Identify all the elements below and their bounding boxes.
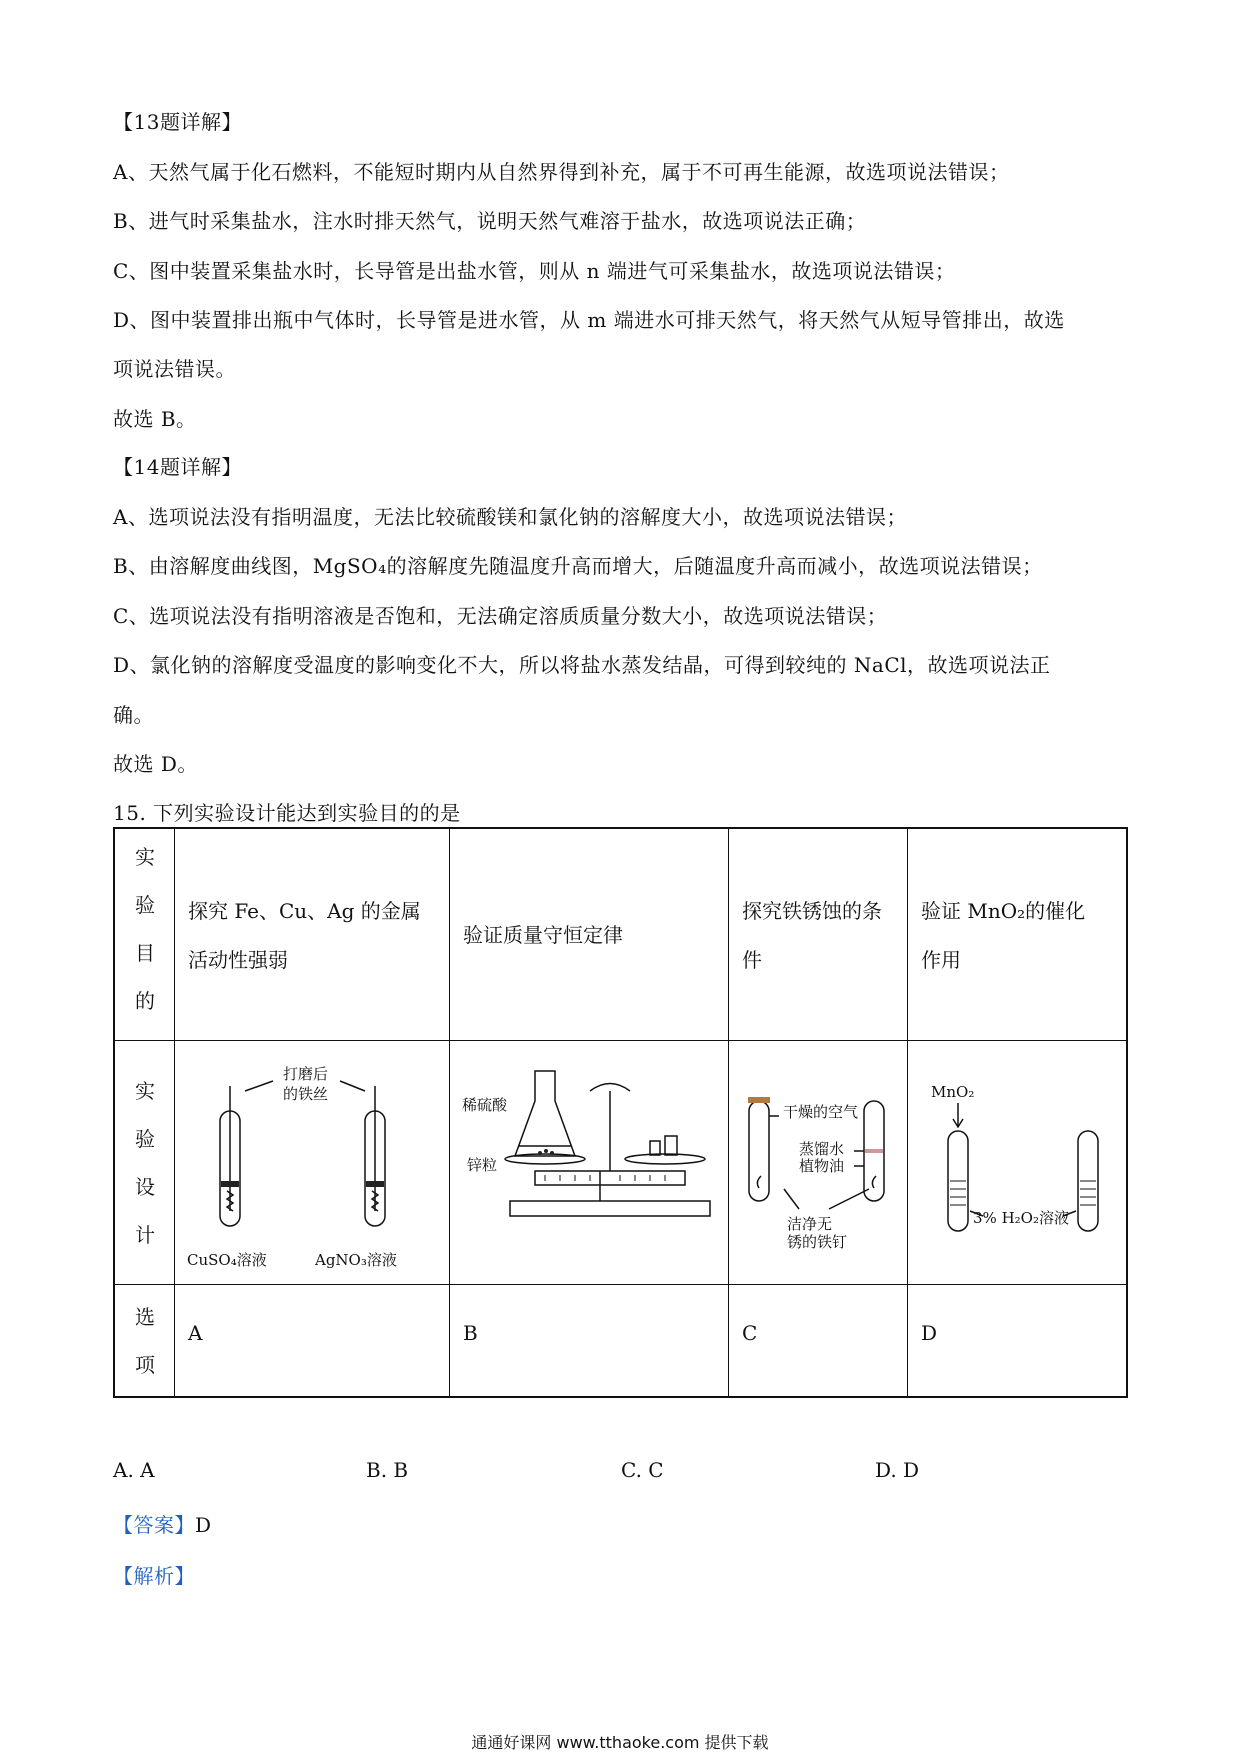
analysis-tag: 【解析】 (113, 1564, 195, 1588)
purpose-c: 探究铁锈蚀的条 件 (742, 899, 882, 972)
q14-header: 【14题详解】 (113, 455, 242, 479)
label-zinc: 锌粒 (467, 1156, 498, 1174)
q13-option-b: B、进气时采集盐水，注水时排天然气，说明天然气难溶于盐水，故选项说法正确； (113, 209, 867, 233)
q14-answer: 故选 D。 (113, 752, 198, 776)
label-clean-nail: 洁净无 (787, 1215, 833, 1233)
answer-line (113, 1509, 212, 1538)
experiment-table (113, 827, 1128, 1398)
label-wire: 打磨后 (283, 1065, 329, 1083)
q14-option-b: B、由溶解度曲线图，MgSO₄的溶解度先随温度升高而增大，后随温度升高而减小，故选项说法错误； (113, 554, 1043, 578)
row-label-purpose: 实 验 目 的 (135, 845, 155, 1013)
q15-stem: 15. 下列实验设计能达到实验目的的是 (113, 801, 461, 825)
row-label-option: 选 项 (135, 1305, 155, 1377)
q14-option-c: C、选项说法没有指明溶液是否饱和，无法确定溶质质量分数大小，故选项说法错误； (113, 604, 888, 628)
answer-value: D (195, 1513, 212, 1537)
purpose-b: 验证质量守恒定律 (463, 923, 623, 947)
label-h2o2: 3% H₂O₂溶液 (973, 1209, 1069, 1227)
choice-a: A. A (113, 1458, 155, 1482)
q13-answer: 故选 B。 (113, 407, 197, 431)
q13-option-c: C、图中装置采集盐水时，长导管是出盐水管，则从 n 端进气可采集盐水，故选项说法错误； (113, 259, 956, 283)
option-d: D (921, 1321, 938, 1345)
option-c: C (742, 1321, 758, 1345)
label-agno3: AgNO₃溶液 (315, 1251, 397, 1269)
q13-option-d-line1: D、图中装置排出瓶中气体时，长导管是进水管，从 m 端进水可排天然气，将天然气从短导管排出，故选 (113, 308, 1065, 332)
q14-option-a: A、选项说法没有指明温度，无法比较硫酸镁和氯化钠的溶解度大小，故选项说法错误； (113, 505, 907, 529)
purpose-d: 验证 MnO₂的催化 作用 (921, 899, 1086, 972)
label-vegetable-oil: 植物油 (799, 1157, 845, 1175)
choice-d: D. D (875, 1458, 920, 1482)
row-label-design: 实 验 设 计 (135, 1079, 155, 1247)
option-a: A (188, 1321, 203, 1345)
purpose-a: 探究 Fe、Cu、Ag 的金属 活动性强弱 (188, 899, 421, 972)
option-b: B (463, 1321, 478, 1345)
label-dilute-acid: 稀硫酸 (462, 1096, 508, 1114)
q13-option-d-line2: 项说法错误。 (113, 357, 236, 381)
q13-option-a: A、天然气属于化石燃料，不能短时期内从自然界得到补充，属于不可再生能源，故选项说法错误； (113, 160, 1010, 184)
choice-b: B. B (366, 1458, 409, 1482)
q14-option-d-line2: 确。 (113, 703, 154, 727)
q14-option-d-line1: D、氯化钠的溶解度受温度的影响变化不大，所以将盐水蒸发结晶，可得到较纯的 NaCl，故选项说法正 (113, 653, 1051, 677)
label-dry-air: 干燥的空气 (783, 1103, 859, 1121)
choice-c: C. C (621, 1458, 664, 1482)
label-distilled-water: 蒸馏水 (799, 1140, 845, 1158)
footer-watermark: 通通好课网 www.tthaoke.com 提供下载 (471, 1733, 769, 1752)
label-cuso4: CuSO₄溶液 (187, 1251, 267, 1269)
q13-header: 【13题详解】 (113, 110, 242, 134)
figure-d-catalyst-tubes (908, 1041, 1128, 1284)
answer-tag: 【答案】 (113, 1513, 195, 1537)
label-mno2: MnO₂ (931, 1083, 975, 1101)
label-wire-2: 的铁丝 (283, 1085, 329, 1103)
label-clean-nail-2: 锈的铁钉 (787, 1233, 848, 1251)
